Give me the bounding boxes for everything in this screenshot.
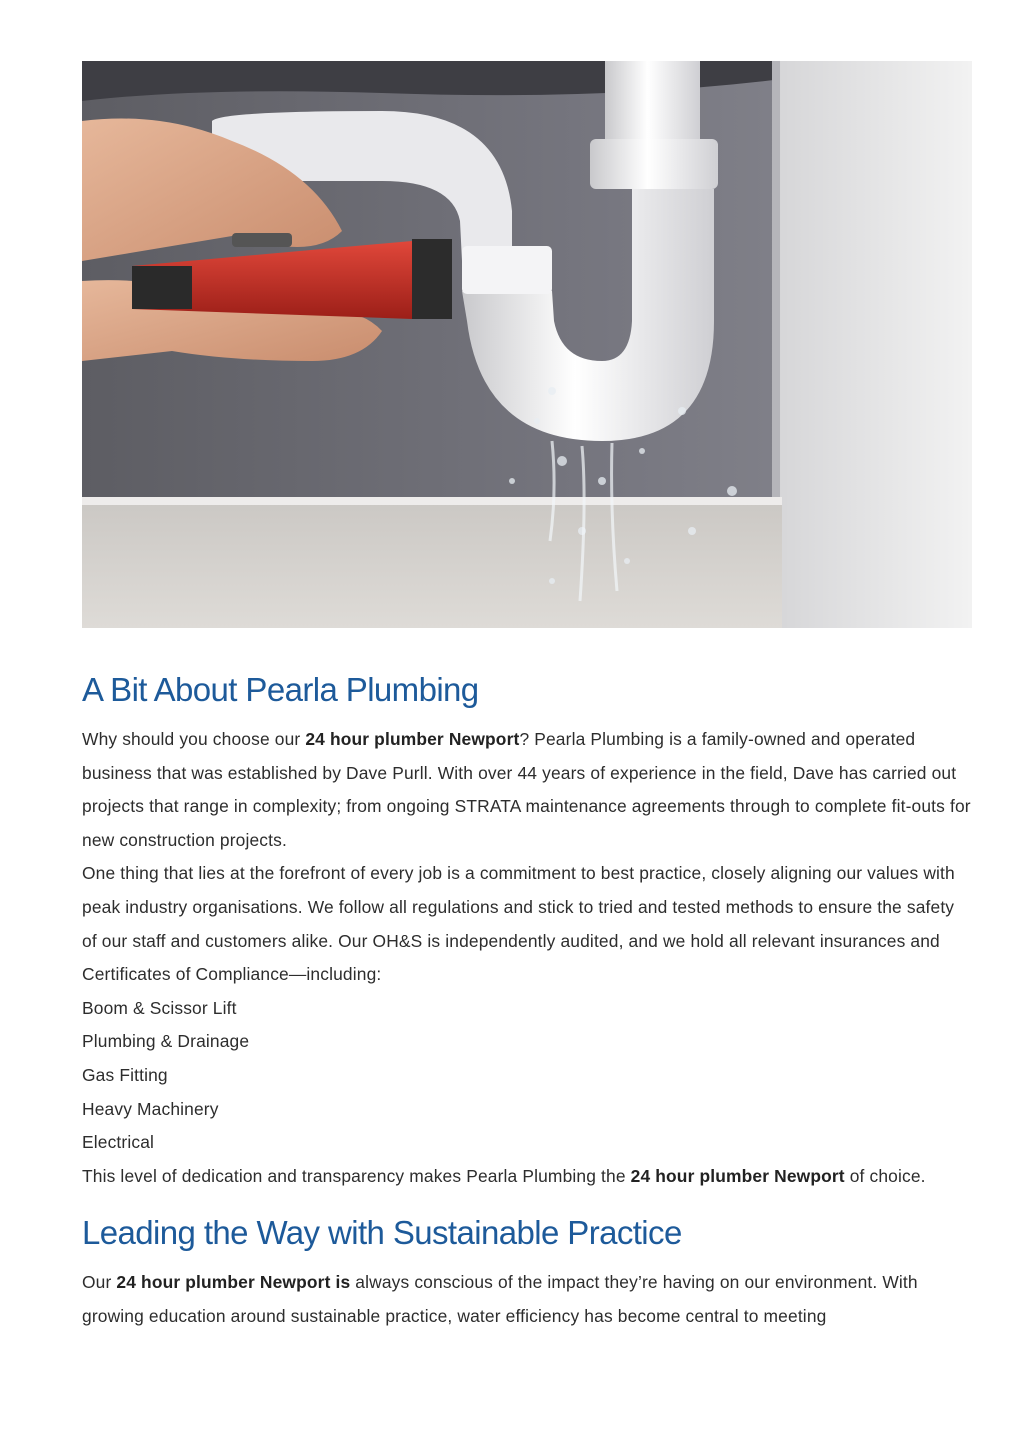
main-content <box>82 668 972 1334</box>
text-span: Our <box>82 1272 117 1293</box>
list-item: Boom & Scissor Lift <box>82 997 237 1018</box>
list-item: Electrical <box>82 1132 155 1153</box>
sustainable-heading: Leading the Way with Sustainable Practice <box>82 1214 682 1252</box>
text-span: of choice. <box>844 1165 926 1186</box>
list-item: Heavy Machinery <box>82 1098 219 1119</box>
about-paragraph-2: One thing that lies at the forefront of every job is a commitment to best practice, closely aligning our values with peak industry organisations. We follow all regulations and stick to tried and tested methods to ensure the safety of our staff and customers alike. Our OH&S is independently audited, and we hold all relevant insurances and Certificates of Compliance—including: <box>82 863 955 985</box>
text-span: ? Pearla Plumbing is a family-owned and operated business that was established by Dave Purll. With over 44 years of experience in the field, Dave has carried out projects that range in complexity; from ongoing STRATA maintenance agreements through to complete fit-outs for new construction projects. <box>82 729 971 850</box>
about-paragraph-1 <box>82 723 972 857</box>
text-span: always conscious of the impact they’re having on our environment. With growing education around sustainable practice, water efficiency has become central to meeting <box>82 1272 918 1326</box>
text-span: This level of dedication and transparency makes Pearla Plumbing the <box>82 1165 631 1186</box>
hero-image <box>82 61 972 628</box>
about-paragraph-3 <box>82 1160 972 1194</box>
sustainable-paragraph <box>82 1266 972 1333</box>
keyword-bold: 24 hour plumber Newport <box>630 1165 845 1186</box>
list-item: Plumbing & Drainage <box>82 1031 250 1052</box>
about-heading: A Bit About Pearla Plumbing <box>82 671 479 708</box>
list-item: Gas Fitting <box>82 1064 168 1085</box>
keyword-bold: 24 hour plumber Newport <box>305 729 520 749</box>
keyword-bold: 24 hour plumber Newport is <box>116 1272 351 1293</box>
text-span: Why should you choose our <box>82 729 306 749</box>
